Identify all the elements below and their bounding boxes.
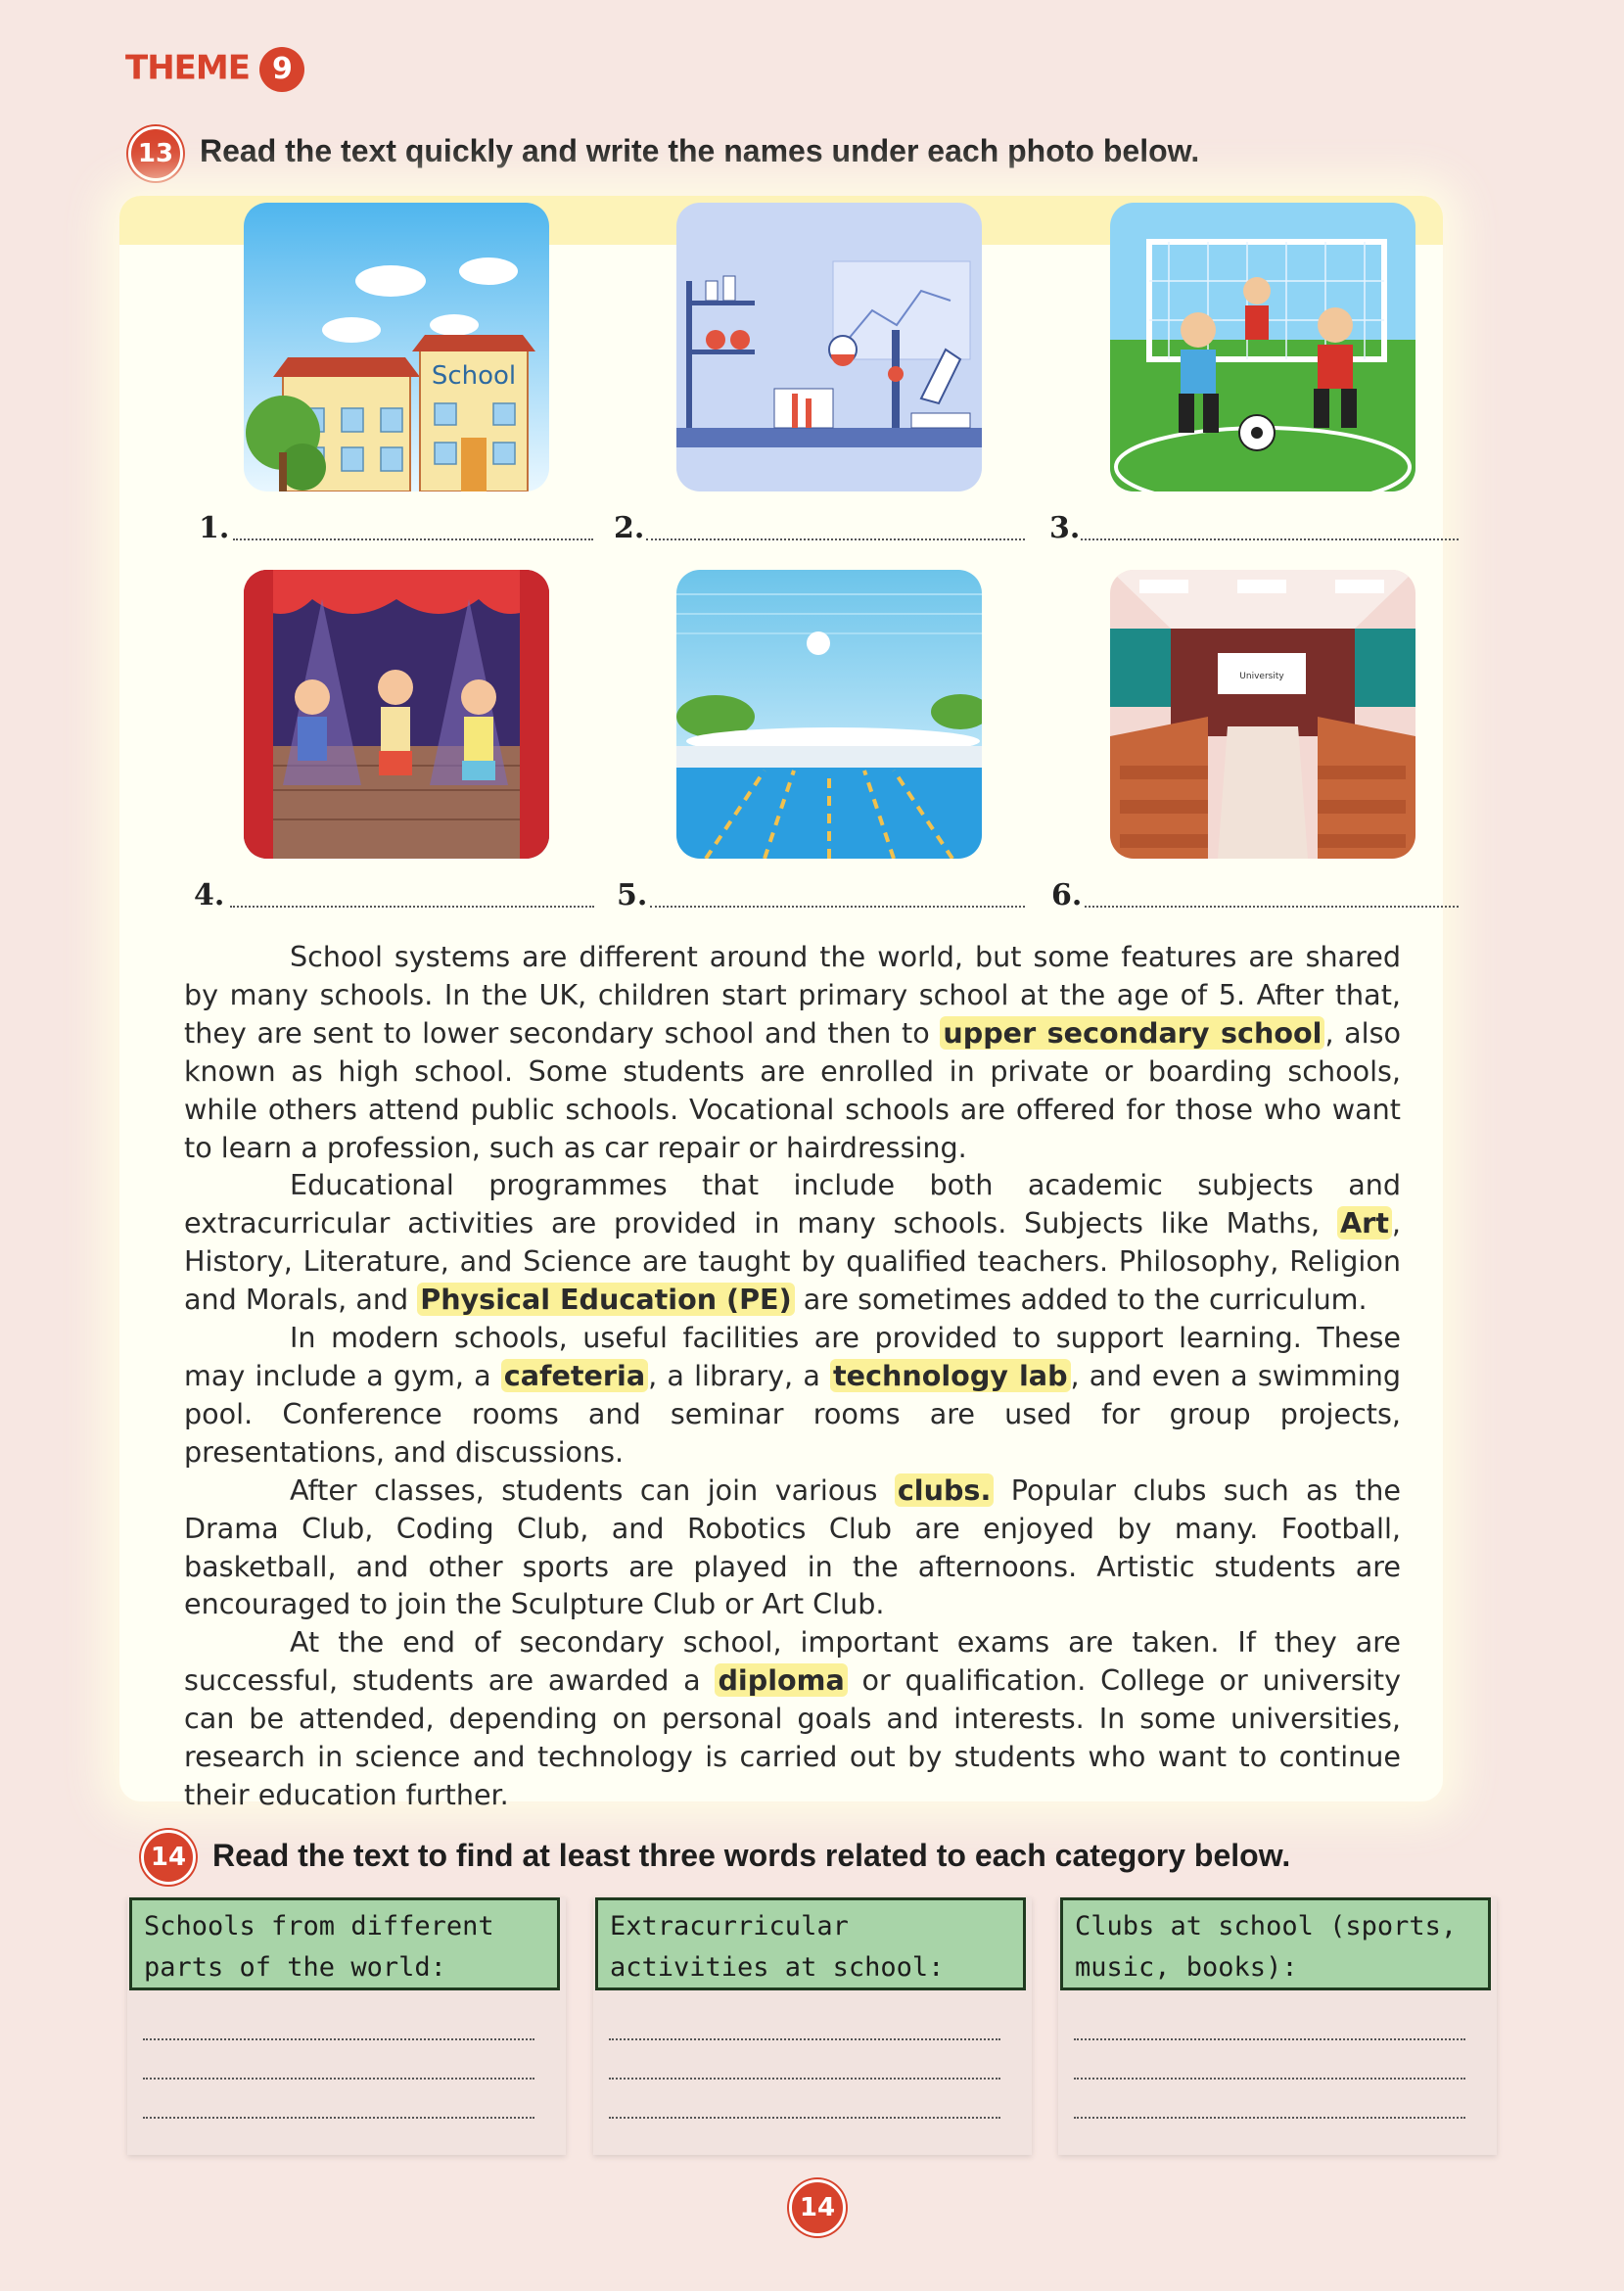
photo-3-number: 3. <box>1049 511 1081 545</box>
photo-5-answer-line[interactable] <box>650 906 1025 908</box>
exercise-13-instruction: Read the text quickly and write the names under each photo below. <box>200 133 1200 168</box>
paragraph-4 <box>184 1472 1401 1624</box>
highlight-art: Art <box>1337 1206 1392 1239</box>
p2-text-b: , History, Literature, and Science are taught by qualified teachers. Philosophy, Religion and Morals, and <box>184 1206 1401 1317</box>
p3-text-b: , a library, a <box>648 1358 831 1392</box>
photo-swimming-pool <box>676 570 982 859</box>
football-illustration <box>1110 203 1415 491</box>
reading-text <box>184 938 1401 1814</box>
school-illustration <box>244 203 549 491</box>
category-title: Extracurricular activities at school: <box>595 1897 1026 1990</box>
paragraph-1 <box>184 938 1401 1166</box>
p2-text-a: Educational programmes that include both academic subjects and extracurricular activities are provided in many schools. Subjects like Maths, <box>184 1168 1401 1240</box>
p1-text-a: School systems are different around the world, but some features are shared by many schools. In the UK, children start primary school at the age of 5. After that, they are sent to lower secondary school and then to <box>184 940 1401 1050</box>
highlight-cafeteria: cafeteria <box>501 1359 648 1392</box>
p4-text-b: Popular clubs such as the Drama Club, Coding Club, and Robotics Club are enjoyed by many. Football, basketball, and other sports are played in the afternoons. Artistic students are encouraged to join the Sculpture Club or Art Club. <box>184 1473 1401 1621</box>
answer-line[interactable] <box>143 2038 534 2040</box>
p3-text-a: In modern schools, useful facilities are provided to support learning. These may include a gym, a <box>184 1321 1401 1392</box>
theme-label <box>125 47 304 92</box>
p2-text-c: are sometimes added to the curriculum. <box>794 1283 1368 1317</box>
category-clubs <box>1058 1897 1497 2155</box>
answer-line[interactable] <box>609 2117 1000 2119</box>
photo-football <box>1110 203 1415 491</box>
theme-number-badge: 9 <box>259 47 304 92</box>
category-title: Clubs at school (sports, music, books): <box>1060 1897 1491 1990</box>
photo-1-number: 1. <box>199 511 230 545</box>
photo-2-answer-line[interactable] <box>646 538 1025 540</box>
highlight-clubs: clubs. <box>895 1473 994 1507</box>
answer-line[interactable] <box>609 2078 1000 2080</box>
paragraph-5 <box>184 1623 1401 1814</box>
school-sign-text: School <box>431 361 517 391</box>
conference-illustration <box>1110 570 1415 859</box>
answer-line[interactable] <box>1074 2078 1465 2080</box>
photo-3-answer-line[interactable] <box>1081 538 1459 540</box>
paragraph-3 <box>184 1319 1401 1472</box>
p1-text-b: , also known as high school. Some students are enrolled in private or boarding schools, while others attend public schools. Vocational schools are offered for those who want to learn a profession, such as car repair or hairdressing. <box>184 1015 1402 1164</box>
page-number: 14 <box>789 2179 846 2236</box>
p4-text-a: After classes, students can join various <box>290 1473 895 1507</box>
theme-text: THEME <box>125 48 250 88</box>
photo-6-answer-line[interactable] <box>1085 906 1459 908</box>
photo-5-number: 5. <box>617 878 648 912</box>
highlight-diploma: diploma <box>715 1663 847 1697</box>
university-screen-text: University <box>1239 672 1284 681</box>
p3-text-c: , and even a swimming pool. Conference rooms and seminar rooms are used for group projects, presentations, and discussions. <box>184 1358 1401 1469</box>
exercise-14-badge: 14 <box>141 1830 196 1885</box>
drama-illustration <box>244 570 549 859</box>
answer-line[interactable] <box>609 2038 1000 2040</box>
answer-line[interactable] <box>143 2078 534 2080</box>
photo-drama-club <box>244 570 549 859</box>
photo-4-answer-line[interactable] <box>230 906 594 908</box>
photo-2-number: 2. <box>614 511 645 545</box>
highlight-technology-lab: technology lab <box>830 1359 1071 1392</box>
photo-4-number: 4. <box>194 878 225 912</box>
highlight-upper-secondary-school: upper secondary school <box>940 1016 1324 1050</box>
paragraph-2 <box>184 1166 1401 1319</box>
p5-text-a: At the end of secondary school, important exams are taken. If they are successful, students are awarded a <box>184 1625 1401 1698</box>
category-title: Schools from different parts of the world: <box>129 1897 560 1990</box>
pool-illustration <box>676 570 982 859</box>
exercise-13-badge: 13 <box>128 126 183 181</box>
photo-conference-room <box>1110 570 1415 859</box>
category-schools <box>127 1897 566 2155</box>
lab-illustration <box>676 203 982 491</box>
answer-line[interactable] <box>1074 2038 1465 2040</box>
answer-line[interactable] <box>143 2117 534 2119</box>
photo-6-number: 6. <box>1051 878 1083 912</box>
p5-text-b: or qualification. College or university can be attended, depending on personal goals and interests. In some universities, research in science and technology is carried out by students who want to continue their education further. <box>184 1663 1402 1811</box>
exercise-14-instruction: Read the text to find at least three words related to each category below. <box>212 1838 1291 1873</box>
photo-1-answer-line[interactable] <box>233 538 593 540</box>
photo-technology-lab <box>676 203 982 491</box>
answer-line[interactable] <box>1074 2117 1465 2119</box>
photo-school <box>244 203 549 491</box>
highlight-physical-education: Physical Education (PE) <box>417 1283 794 1316</box>
category-extracurricular <box>593 1897 1032 2155</box>
